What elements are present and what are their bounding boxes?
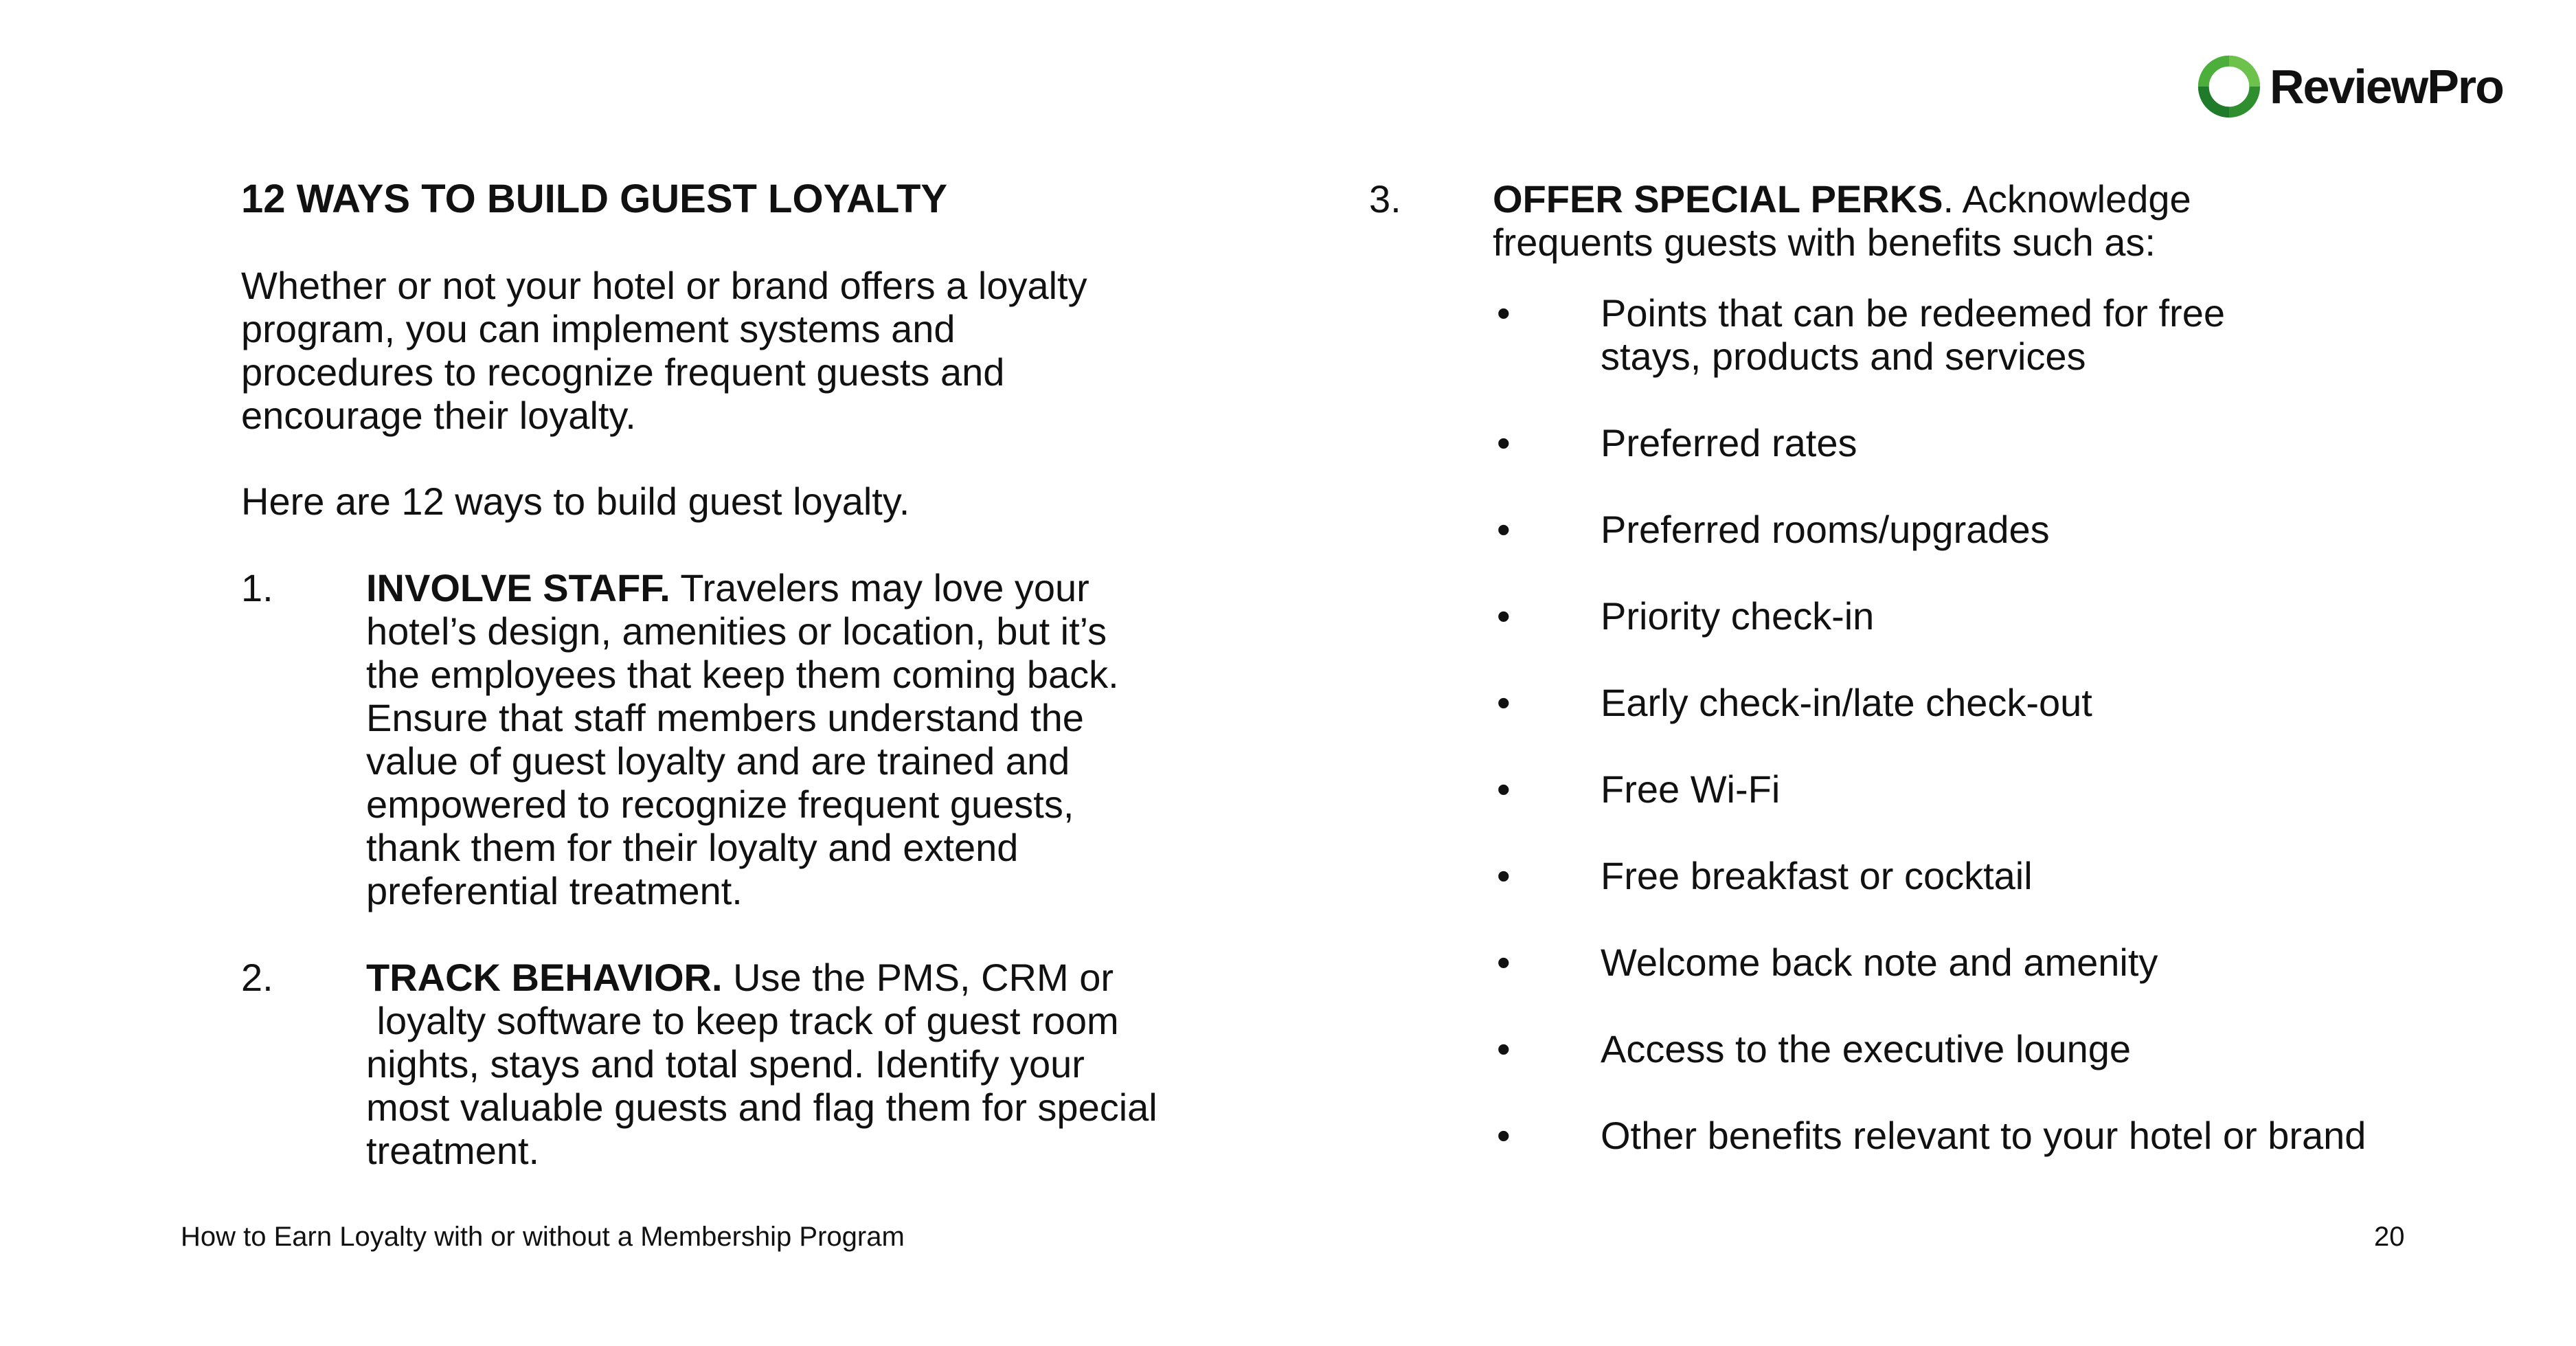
bullet-line: Preferred rooms/upgrades: [1601, 508, 2050, 551]
item-first-line: [366, 566, 1273, 609]
section-heading: 12 WAYS TO BUILD GUEST LOYALTY: [241, 177, 948, 221]
item-line: frequents guests with benefits such as:: [1493, 221, 2156, 264]
list-item: [1493, 177, 2386, 264]
bullet-line: Free Wi-Fi: [1601, 767, 1781, 811]
bullet-icon: •: [1497, 508, 1511, 551]
bullet-icon: •: [1497, 681, 1511, 724]
list-item: [1493, 681, 2523, 724]
item-line: preferential treatment.: [366, 869, 743, 912]
list-item: [1493, 1027, 2523, 1070]
lead-paragraph: Here are 12 ways to build guest loyalty.: [241, 480, 910, 523]
list-item: [1493, 508, 2523, 551]
item-line: loyalty software to keep track of guest room: [366, 999, 1119, 1042]
item-line: treatment.: [366, 1129, 540, 1172]
list-item: [1493, 854, 2523, 897]
item-title: OFFER SPECIAL PERKS: [1493, 177, 1943, 221]
item-text: . Acknowledge: [1943, 177, 2191, 221]
item-number: 1.: [241, 566, 273, 609]
item-line: Ensure that staff members understand the: [366, 696, 1084, 739]
item-line: nights, stays and total spend. Identify your: [366, 1042, 1085, 1086]
bullet-line: Access to the executive lounge: [1601, 1027, 2132, 1070]
perks-list: [1493, 291, 2523, 1200]
reviewpro-ring-icon: [2195, 53, 2263, 120]
item-text: Use the PMS, CRM or: [722, 956, 1114, 999]
item-number: 3.: [1369, 177, 1401, 221]
item-title: TRACK BEHAVIOR.: [366, 956, 723, 999]
bullet-line: Other benefits relevant to your hotel or brand: [1601, 1114, 2366, 1157]
page-number: 20: [2374, 1222, 2405, 1252]
list-item: [1493, 941, 2523, 984]
list-item: [1493, 291, 2523, 378]
list-item: [1493, 421, 2523, 464]
footer-document-title: How to Earn Loyalty with or without a Membership Program: [181, 1222, 905, 1252]
bullet-icon: •: [1497, 854, 1511, 897]
item-line: thank them for their loyalty and extend: [366, 826, 1019, 869]
item-line: value of guest loyalty and are trained and: [366, 739, 1070, 783]
brand-logo: [2195, 52, 2503, 121]
item-line: empowered to recognize frequent guests,: [366, 783, 1074, 826]
item-first-line: [366, 956, 1273, 999]
bullet-icon: •: [1497, 594, 1511, 638]
bullet-icon: •: [1497, 1027, 1511, 1070]
item-text: Travelers may love your: [670, 566, 1089, 609]
item-first-line: [1493, 177, 2386, 221]
bullet-line: Preferred rates: [1601, 421, 1857, 464]
bullet-line: Free breakfast or cocktail: [1601, 854, 2033, 897]
list-item: [1493, 594, 2523, 638]
item-number: 2.: [241, 956, 273, 999]
item-line: hotel’s design, amenities or location, but it’s: [366, 609, 1107, 653]
intro-line: program, you can implement systems and: [241, 307, 956, 350]
bullet-icon: •: [1497, 291, 1511, 335]
item-line: the employees that keep them coming back.: [366, 653, 1119, 696]
item-line: most valuable guests and flag them for special: [366, 1086, 1157, 1129]
bullet-icon: •: [1497, 941, 1511, 984]
bullet-line: Points that can be redeemed for free: [1601, 291, 2225, 335]
bullet-icon: •: [1497, 767, 1511, 811]
bullet-line: Early check-in/late check-out: [1601, 681, 2092, 724]
bullet-line: stays, products and services: [1601, 335, 2086, 378]
intro-line: encourage their loyalty.: [241, 394, 636, 437]
list-item: [1493, 767, 2523, 811]
list-item: [366, 566, 1273, 912]
bullet-icon: •: [1497, 421, 1511, 464]
brand-name: ReviewPro: [2270, 60, 2503, 113]
item-title: INVOLVE STAFF.: [366, 566, 670, 609]
intro-line: procedures to recognize frequent guests and: [241, 350, 1005, 394]
list-item: [366, 956, 1273, 1172]
intro-paragraph: [241, 264, 1230, 437]
intro-line: Whether or not your hotel or brand offers a loyalty: [241, 264, 1087, 307]
list-item: [1493, 1114, 2523, 1157]
bullet-line: Priority check-in: [1601, 594, 1875, 638]
bullet-icon: •: [1497, 1114, 1511, 1157]
bullet-line: Welcome back note and amenity: [1601, 941, 2158, 984]
